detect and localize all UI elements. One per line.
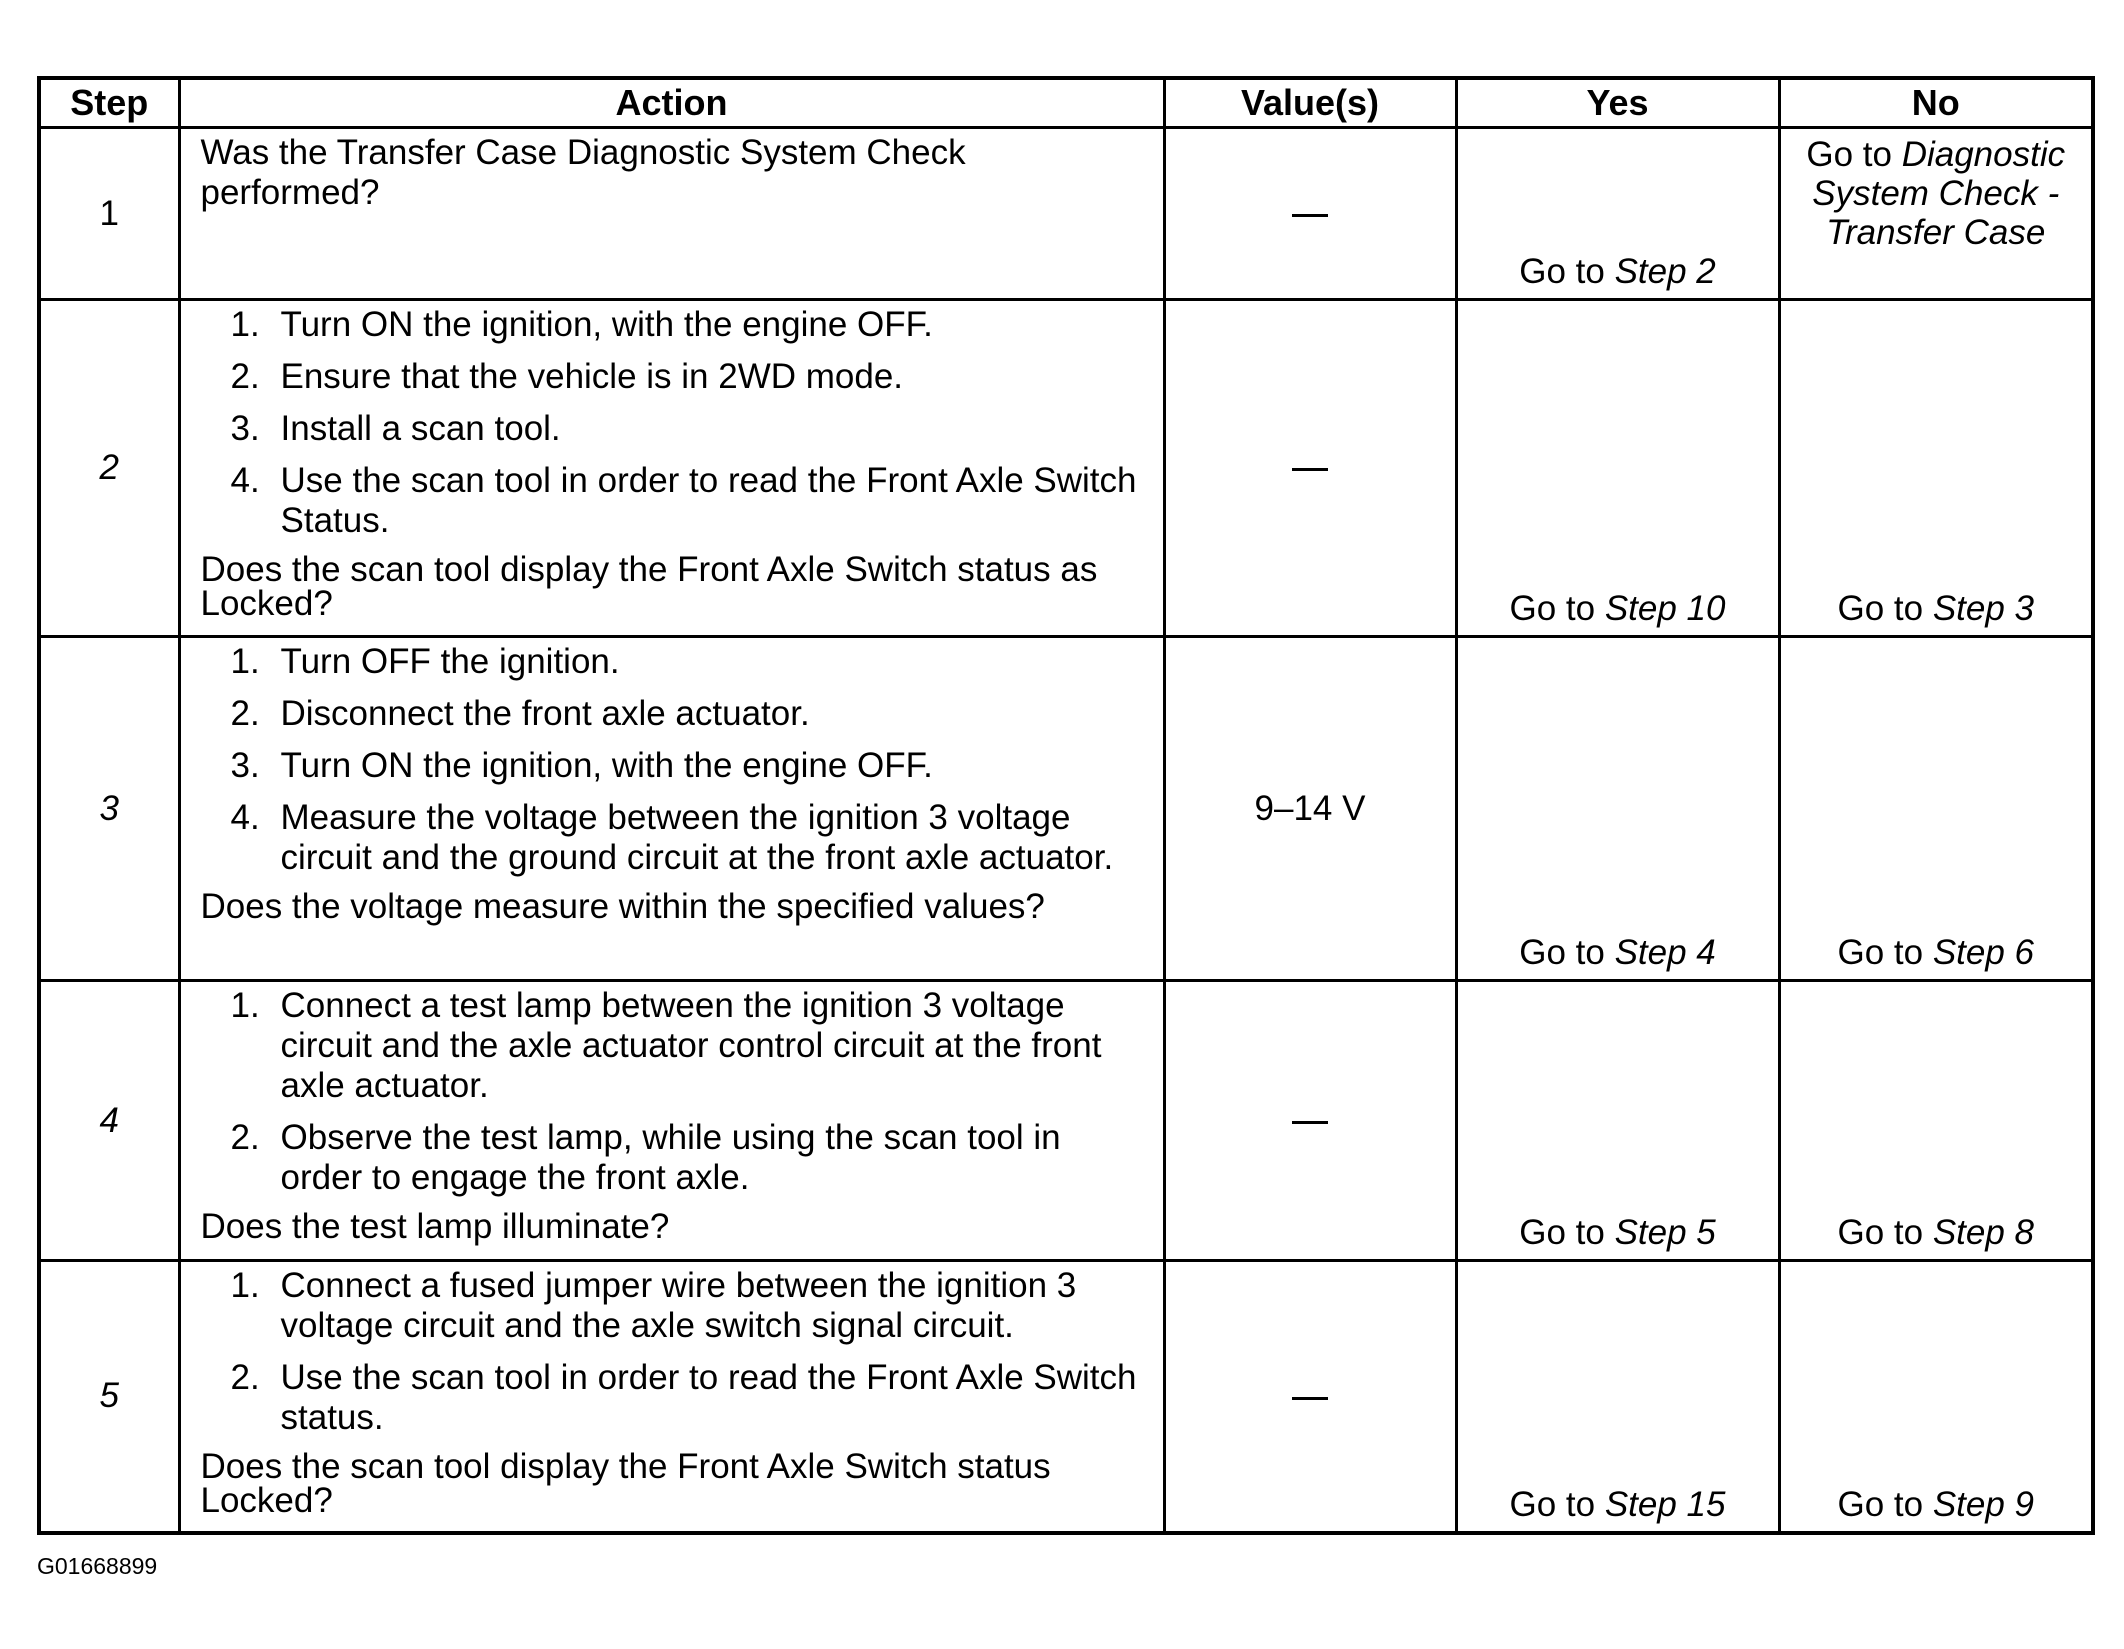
- no-prefix: Go to: [1837, 589, 1933, 628]
- action-question: Does the voltage measure within the specified values?: [200, 887, 1045, 926]
- yes-cell: [1456, 637, 1779, 981]
- substep-list: [201, 305, 1149, 541]
- substep: 3. Install a scan tool.: [230, 409, 561, 448]
- yes-step-link[interactable]: Step 15: [1604, 1484, 1726, 1524]
- action-cell: [179, 1261, 1164, 1533]
- substep: 4. Use the scan tool in order to read the Front Axle Switch Status.: [230, 461, 1137, 540]
- step-number: 5: [39, 1261, 179, 1533]
- substep: 1. Connect a fused jumper wire between the ignition 3 voltage circuit and the axle switch signal circuit.: [230, 1266, 1077, 1345]
- yes-step-link[interactable]: Step 2: [1614, 252, 1716, 291]
- value-dash: [1292, 1397, 1328, 1400]
- value-dash: [1292, 214, 1328, 217]
- action-question: Does the test lamp illuminate?: [200, 1207, 670, 1246]
- substep-list: [201, 986, 1149, 1198]
- yes-cell: [1456, 128, 1779, 300]
- no-cell: [1779, 128, 2093, 300]
- header-row: [39, 78, 2093, 128]
- yes-prefix: Go to: [1509, 589, 1605, 628]
- yes-step-link[interactable]: Step 4: [1614, 933, 1716, 972]
- no-cell: [1779, 300, 2093, 637]
- figure-id: G01668899: [37, 1553, 158, 1579]
- table-row: [39, 128, 2093, 300]
- substep: 4. Measure the voltage between the ignition 3 voltage circuit and the ground circuit at the front axle actuator.: [230, 798, 1114, 877]
- value-dash: [1292, 468, 1328, 471]
- value-cell: [1164, 981, 1456, 1261]
- no-step-link[interactable]: Diagnostic System Check - Transfer Case: [1812, 135, 2066, 252]
- table-row: [39, 981, 2093, 1261]
- table-row: [39, 1261, 2093, 1533]
- no-cell: [1779, 1261, 2093, 1533]
- header-action: Action: [179, 78, 1164, 128]
- table-row: [39, 637, 2093, 981]
- action-cell: [179, 637, 1164, 981]
- diagnostic-table: [37, 76, 2095, 1535]
- yes-prefix: Go to: [1509, 1484, 1605, 1524]
- no-prefix: Go to: [1837, 933, 1933, 972]
- substep: 2. Ensure that the vehicle is in 2WD mode.: [230, 357, 904, 396]
- yes-prefix: Go to: [1519, 1213, 1615, 1252]
- no-step-link[interactable]: Step 6: [1932, 933, 2035, 972]
- step-number: 4: [39, 981, 179, 1261]
- substep: 1. Connect a test lamp between the ignition 3 voltage circuit and the axle actuator control circuit at the front axle actuator.: [230, 986, 1102, 1105]
- yes-prefix: Go to: [1519, 252, 1615, 291]
- step-number: 2: [39, 300, 179, 637]
- no-prefix: Go to: [1837, 1213, 1933, 1252]
- no-cell: [1779, 637, 2093, 981]
- no-step-link[interactable]: Step 8: [1932, 1213, 2035, 1252]
- substep: 3. Turn ON the ignition, with the engine OFF.: [230, 746, 933, 785]
- no-prefix: Go to: [1837, 1484, 1933, 1524]
- value-cell: [1164, 1261, 1456, 1533]
- no-step-link[interactable]: Step 3: [1932, 589, 2035, 628]
- substep-list: [201, 1266, 1149, 1438]
- yes-prefix: Go to: [1519, 933, 1615, 972]
- action-cell: [179, 128, 1164, 300]
- yes-step-link[interactable]: Step 10: [1604, 589, 1726, 628]
- no-prefix: Go to: [1806, 135, 1902, 174]
- substep: 2. Disconnect the front axle actuator.: [230, 694, 810, 733]
- substep: 1. Turn OFF the ignition.: [230, 642, 620, 681]
- action-cell: [179, 981, 1164, 1261]
- value-cell: [1164, 300, 1456, 637]
- header-values: Value(s): [1164, 78, 1456, 128]
- step-number: 3: [39, 637, 179, 981]
- substep: 2. Observe the test lamp, while using the scan tool in order to engage the front axle.: [230, 1118, 1061, 1197]
- substep: 2. Use the scan tool in order to read the Front Axle Switch status.: [230, 1358, 1137, 1437]
- substep-list: [201, 642, 1149, 878]
- no-step-link[interactable]: Step 9: [1932, 1484, 2035, 1524]
- yes-cell: [1456, 300, 1779, 637]
- yes-step-link[interactable]: Step 5: [1614, 1213, 1716, 1252]
- value-dash: [1292, 1121, 1328, 1124]
- table-row: [39, 300, 2093, 637]
- step-number: 1: [39, 128, 179, 300]
- action-question: Does the scan tool display the Front Axle Switch status Locked?: [200, 1447, 1051, 1520]
- yes-cell: [1456, 1261, 1779, 1533]
- header-no: No: [1779, 78, 2093, 128]
- action-cell: [179, 300, 1164, 637]
- yes-cell: [1456, 981, 1779, 1261]
- no-cell: [1779, 981, 2093, 1261]
- header-step: Step: [39, 78, 179, 128]
- value-cell: [1164, 128, 1456, 300]
- action-question: Was the Transfer Case Diagnostic System Check performed?: [200, 133, 966, 212]
- header-yes: Yes: [1456, 78, 1779, 128]
- value-cell: 9–14 V: [1164, 637, 1456, 981]
- action-question: Does the scan tool display the Front Axle Switch status as Locked?: [200, 550, 1098, 623]
- substep: 1. Turn ON the ignition, with the engine OFF.: [230, 305, 933, 344]
